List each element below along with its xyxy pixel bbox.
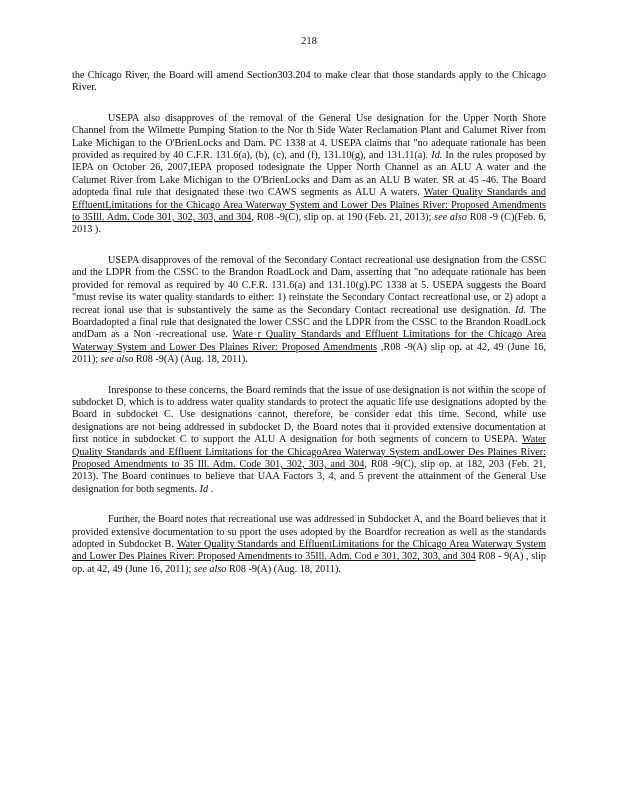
paragraph-text: R08 -9(A) (Aug. 18, 2011). [133, 354, 248, 366]
paragraph-text: , R08 -9(C), slip op. at 190 (Feb. 21, 2013); [251, 212, 435, 224]
paragraph-1 [72, 70, 546, 95]
paragraph-text: the Chicago River, the Board will amend Section303.204 to make clear that those standards apply to the Chicago River. [72, 70, 546, 94]
case-citation: Water Quality Standards and EffluentLimitations for the Chicago Area Waterway System and Lower Des Plaines River: Proposed Amendments to 35Ill. Adm. Cod e 301, 302, 303, and 304 [72, 539, 546, 563]
case-citation: Water Quality Standards and EffluentLimitations for the Chicago Area Waterway System and Lower Des Plaines River: Proposed Amendments to 35Ill. Adm. Code 301, 302, 303, and 304 [72, 187, 546, 224]
citation-signal: see also [193, 563, 227, 575]
paragraph-3 [72, 255, 546, 367]
page-number: 218 [301, 36, 317, 47]
case-citation: Wate r Quality Standards and Effluent Limitations for the Chicago Area Waterway System and Lower Des Plaines River: Proposed Amendments [72, 329, 546, 353]
paragraph-text: In the rules proposed by IEPA on October 26, 2007,IEPA proposed todesignate the Upper North Channel as an ALU A water and the Calumet River from Lake Michigan to the O'BrienLocks and Dam as an ALU B water. SR at 45 -46. The Board adopteda final rule that designated these two CAWS segments as ALU A waters. [72, 150, 546, 199]
paragraph-text: Further, the Board notes that recreational use was addressed in Subdocket A, and the Board believes that it provided extensive documentation to su pport the uses adopted by the Boardfor recreation as well as the standards adopted in Subdocket B. [72, 514, 546, 550]
paragraph-text: , R08 -9(C), slip op. at 182, 203 (Feb. 21, 2013). The Board continues to believe that UAA Factors 3, 4, and 5 prevent the attainment of the General Use designation for both segments. [72, 458, 547, 495]
paragraph-5 [72, 514, 546, 576]
paragraph-text: . [208, 483, 214, 495]
paragraph-text: Inresponse to these concerns, the Board reminds that the issue of use designation is not within the scope of subdocket D, which is to address water quality standards to protect the aquatic life use designations adopted by the Board in subdocket C. Use designations cannot, therefore, be consider edat this time. Second, while use designations are not being addressed in subdocket D, the Board notes that it provided extensive documentation at first notice in subdocket C to support the ALU A designation for both segments of concern to USEPA. [72, 384, 546, 446]
citation-signal: Id [199, 483, 209, 495]
paragraph-text: ,R08 -9(A) slip op. at 42, 49 (June 16, 2011); [72, 341, 546, 366]
paragraph-text: R08 -9 (C)(Feb. 6, 2013 ). [72, 212, 546, 236]
case-citation: Water Quality Standards and Effluent Limitations for the ChicagoArea Waterway System andLower Des Plaines River: Proposed Amendments to 35 Ill. Adm. Code 301, 302, 303, and 304 [72, 434, 546, 470]
paragraph-text: The Boardadopted a final rule that designated the lower CSSC and the LDPR from the CSSC to the Brandon RoadLock andDam as a Non -recreational use. [72, 304, 546, 341]
citation-signal: see also [434, 212, 467, 224]
paragraph-text: R08 - 9(A) , slip op. at 42, 49 (June 16, 2011); [72, 551, 546, 575]
citation-signal: Id. [431, 150, 443, 162]
citation-signal: Id. [514, 304, 526, 316]
paragraph-2 [72, 113, 546, 237]
citation-signal: see also [100, 354, 134, 366]
document-body [72, 70, 546, 594]
paragraph-text: USEPA also disapproves of the removal of the General Use designation for the Upper North Shore Channel from the Wilmette Pumping Station to the Nor th Side Water Reclamation Plant and Calumet River from Lake Michigan to the O'BrienLocks and Dam. PC 1338 at 4. USEPA claims that "no adequate rationale has been provided as required by 40 C.F.R. 131.6(a), (b), (c), and (f), 131.10(g), and 131.11(a). [72, 112, 546, 162]
paragraph-text: R08 -9(A) (Aug. 18, 2011). [226, 563, 341, 575]
paragraph-text: USEPA disapproves of the removal of the Secondary Contact recreational use designation from the CSSC and the LDPR from the CSSC to the Brandon RoadLock and Dam, asserting that "no adequate rationale has been provided for removal as required by 40 C.F.R. 131.6(a) and 131.10(g).PC 1338 at 5. USEPA suggests the Board "must revise its water quality standards to either: 1) reinstate the Secondary Contact recreational use, or 2) adopt a recreat ional use that is substantively the same as the Secondary Contact recreational use designation. [72, 254, 546, 316]
paragraph-4 [72, 385, 546, 497]
